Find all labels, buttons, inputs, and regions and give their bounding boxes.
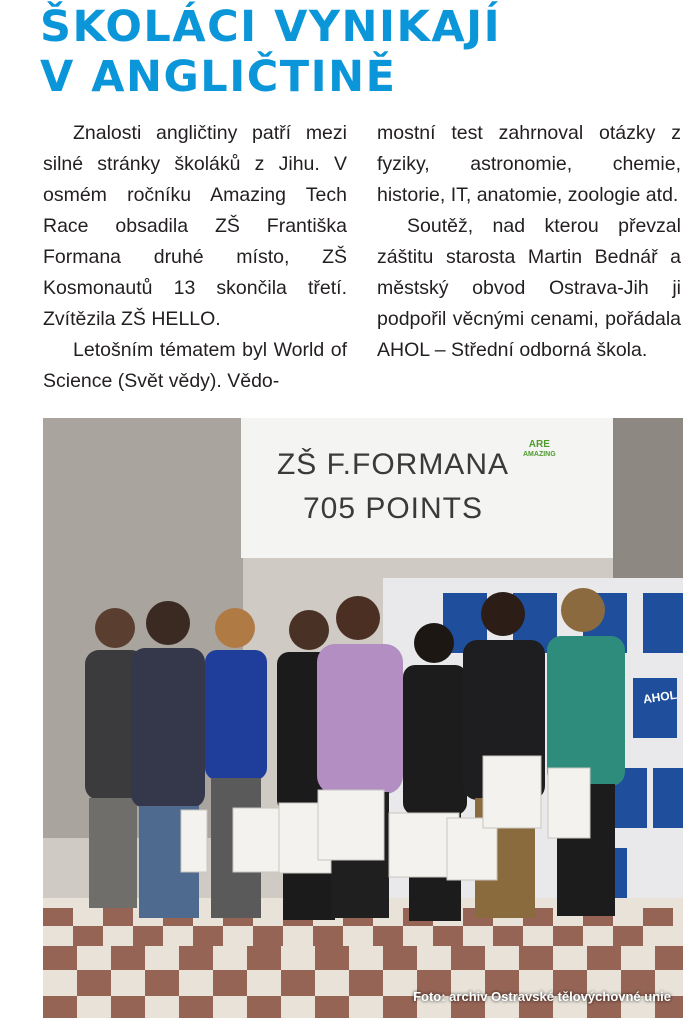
screen-logo-top: ARE (528, 439, 550, 450)
screen-line-1: ZŠ F.FORMANA (276, 448, 509, 481)
article-column-right (377, 118, 681, 366)
screen-logo (523, 440, 556, 460)
screen-logo-bottom: AMAZING (523, 451, 556, 458)
screen-line-2: 705 POINTS (302, 492, 484, 525)
group-photo (43, 418, 683, 1018)
article-column-left (43, 118, 347, 397)
headline-line-1: ŠKOLÁCI VYNIKAJÍ (40, 2, 502, 52)
paragraph-2-start: Letošním tématem byl World of Science (Svět vědy). Vědo- (43, 339, 347, 392)
projection-screen-text (243, 443, 543, 531)
paragraph-3: Soutěž, nad kterou převzal záštitu starosta Martin Bednář a městský obvod Ostrava-Jih ji podpořil věcnými cenami, pořádala AHOL – Střední odborná škola. (377, 215, 681, 361)
photo-caption: Foto: archiv Ostravské tělovýchovné unie (413, 989, 671, 1004)
paragraph-1: Znalosti angličtiny patří mezi silné stránky školáků z Jihu. V osmém ročníku Amazing Tech Race obsadila ZŠ Františka Formana druhé místo, ZŠ Kosmonautů 13 skončila třetí. Zvítězila ZŠ HELLO. (43, 122, 347, 330)
paragraph-2-end: mostní test zahrnoval otázky z fyziky, astronomie, chemie, historie, IT, anatomie, zoologie atd. (377, 122, 681, 206)
headline (40, 2, 501, 102)
banner-label: AHOL (642, 687, 678, 707)
headline-line-2: V ANGLIČTINĚ (40, 52, 397, 102)
